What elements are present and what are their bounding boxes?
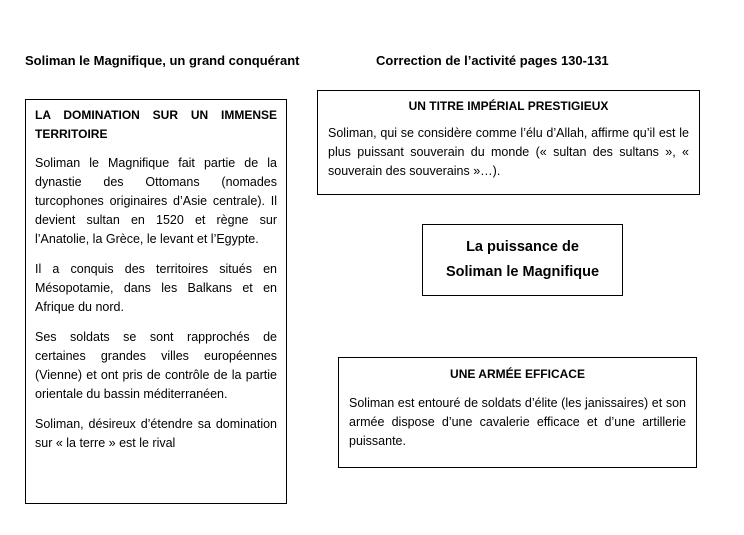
- central-theme-line-2: Soliman le Magnifique: [445, 264, 600, 280]
- territory-paragraph-2: Il a conquis des territoires situés en Mésopotamie, dans les Balkans et en Afrique du nord.: [35, 262, 277, 314]
- document-subtitle: Correction de l’activité pages 130-131: [376, 53, 609, 68]
- territory-box: [25, 99, 287, 504]
- central-theme-line-1: La puissance de: [466, 239, 579, 255]
- territory-paragraph-3: Ses soldats se sont rapprochés de certaines grandes villes européennes (Vienne) et ont pris de contrôle de la partie orientale du bassin méditerranéen.: [35, 330, 277, 401]
- imperial-title-box: [317, 90, 700, 195]
- imperial-title-heading: UN TITRE IMPÉRIAL PRESTIGIEUX: [408, 99, 609, 113]
- imperial-title-text: Soliman, qui se considère comme l’élu d’Allah, affirme qu’il est le plus puissant souverain du monde (« sultan des sultans », « souverain des souverains »…).: [328, 126, 689, 178]
- territory-paragraph-4: Soliman, désireux d’étendre sa domination sur « la terre » est le rival: [35, 417, 277, 450]
- army-heading: UNE ARMÉE EFFICACE: [450, 367, 585, 381]
- territory-heading: LA DOMINATION SUR UN IMMENSE TERRITOIRE: [35, 108, 277, 141]
- army-box: [338, 357, 697, 468]
- central-theme-box: [422, 224, 623, 296]
- army-text: Soliman est entouré de soldats d’élite (les janissaires) et son armée dispose d’une cavalerie efficace et d’une artillerie puissante.: [349, 396, 686, 448]
- document-title: Soliman le Magnifique, un grand conquérant: [25, 53, 300, 68]
- territory-paragraph-1: Soliman le Magnifique fait partie de la dynastie des Ottomans (nomades turcophones originaires d’Asie centrale). Il devient sultan en 1520 et règne sur l’Anatolie, la Grèce, le levant et l’Egypte.: [35, 156, 277, 246]
